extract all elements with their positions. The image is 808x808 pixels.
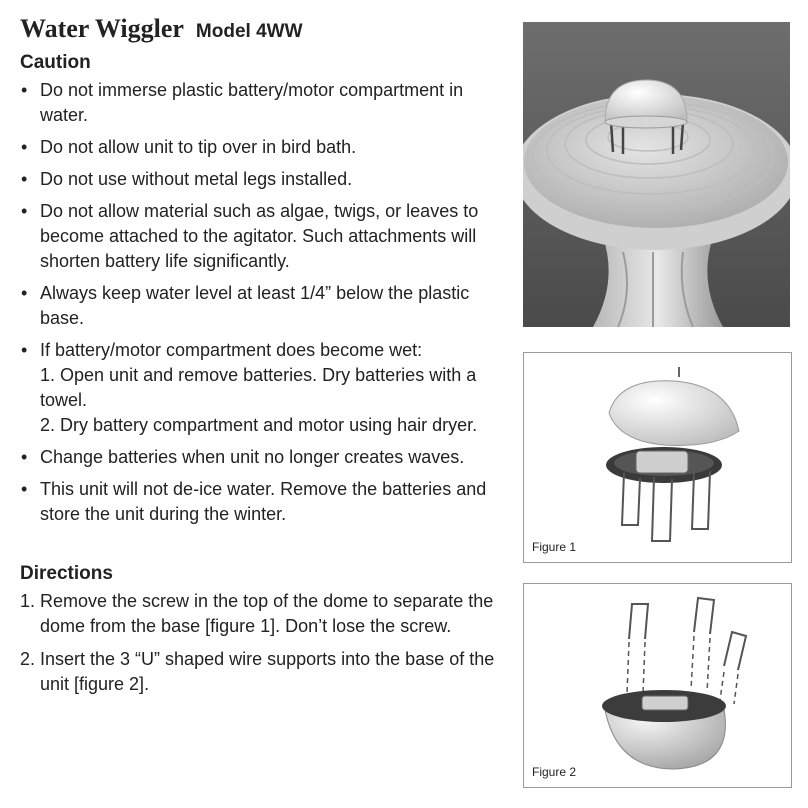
figure-2: [523, 583, 792, 788]
caution-item: • Change batteries when unit no longer creates waves.: [20, 445, 515, 470]
caution-item: • Do not allow material such as algae, twigs, or leaves to become attached to the agitator. Such attachments will shorten battery life significantly.: [20, 199, 515, 274]
caution-item: • Do not allow unit to tip over in bird bath.: [20, 135, 515, 160]
instructions-column: [20, 14, 515, 705]
step-number: 1.: [20, 591, 36, 611]
direction-step: [20, 647, 515, 697]
figure-2-label: Figure 2: [532, 765, 577, 779]
birdbath-illustration: [523, 22, 790, 327]
figure-1: [523, 352, 792, 563]
figure-1-label: Figure 1: [532, 540, 577, 554]
caution-item: • Do not use without metal legs installed.: [20, 167, 515, 192]
caution-item: • This unit will not de-ice water. Remove the batteries and store the unit during the winter.: [20, 477, 515, 527]
caution-list: [20, 78, 515, 527]
model-number: Model 4WW: [195, 21, 303, 42]
step-text: Insert the 3 “U” shaped wire supports into the base of the unit [figure 2].: [40, 649, 495, 694]
product-photo: [523, 22, 790, 327]
title-row: [20, 14, 515, 48]
step-text: Remove the screw in the top of the dome to separate the dome from the base [figure 1]. Don’t lose the screw.: [40, 591, 494, 636]
step-number: 2.: [20, 649, 36, 669]
caution-heading: Caution: [20, 52, 91, 73]
caution-item: • Always keep water level at least 1/4” below the plastic base.: [20, 281, 515, 331]
caution-item: • Do not immerse plastic battery/motor compartment in water.: [20, 78, 515, 128]
direction-step: [20, 589, 515, 639]
figure-2-illustration: [524, 584, 791, 787]
product-title: Water Wiggler: [20, 14, 184, 43]
figure-1-illustration: [524, 353, 791, 562]
directions-list: [20, 589, 515, 697]
directions-heading: Directions: [20, 563, 113, 584]
caution-item: • If battery/motor compartment does become wet: 1. Open unit and remove batteries. Dry batteries with a towel. 2. Dry battery compartment and motor using hair dryer.: [20, 338, 515, 438]
